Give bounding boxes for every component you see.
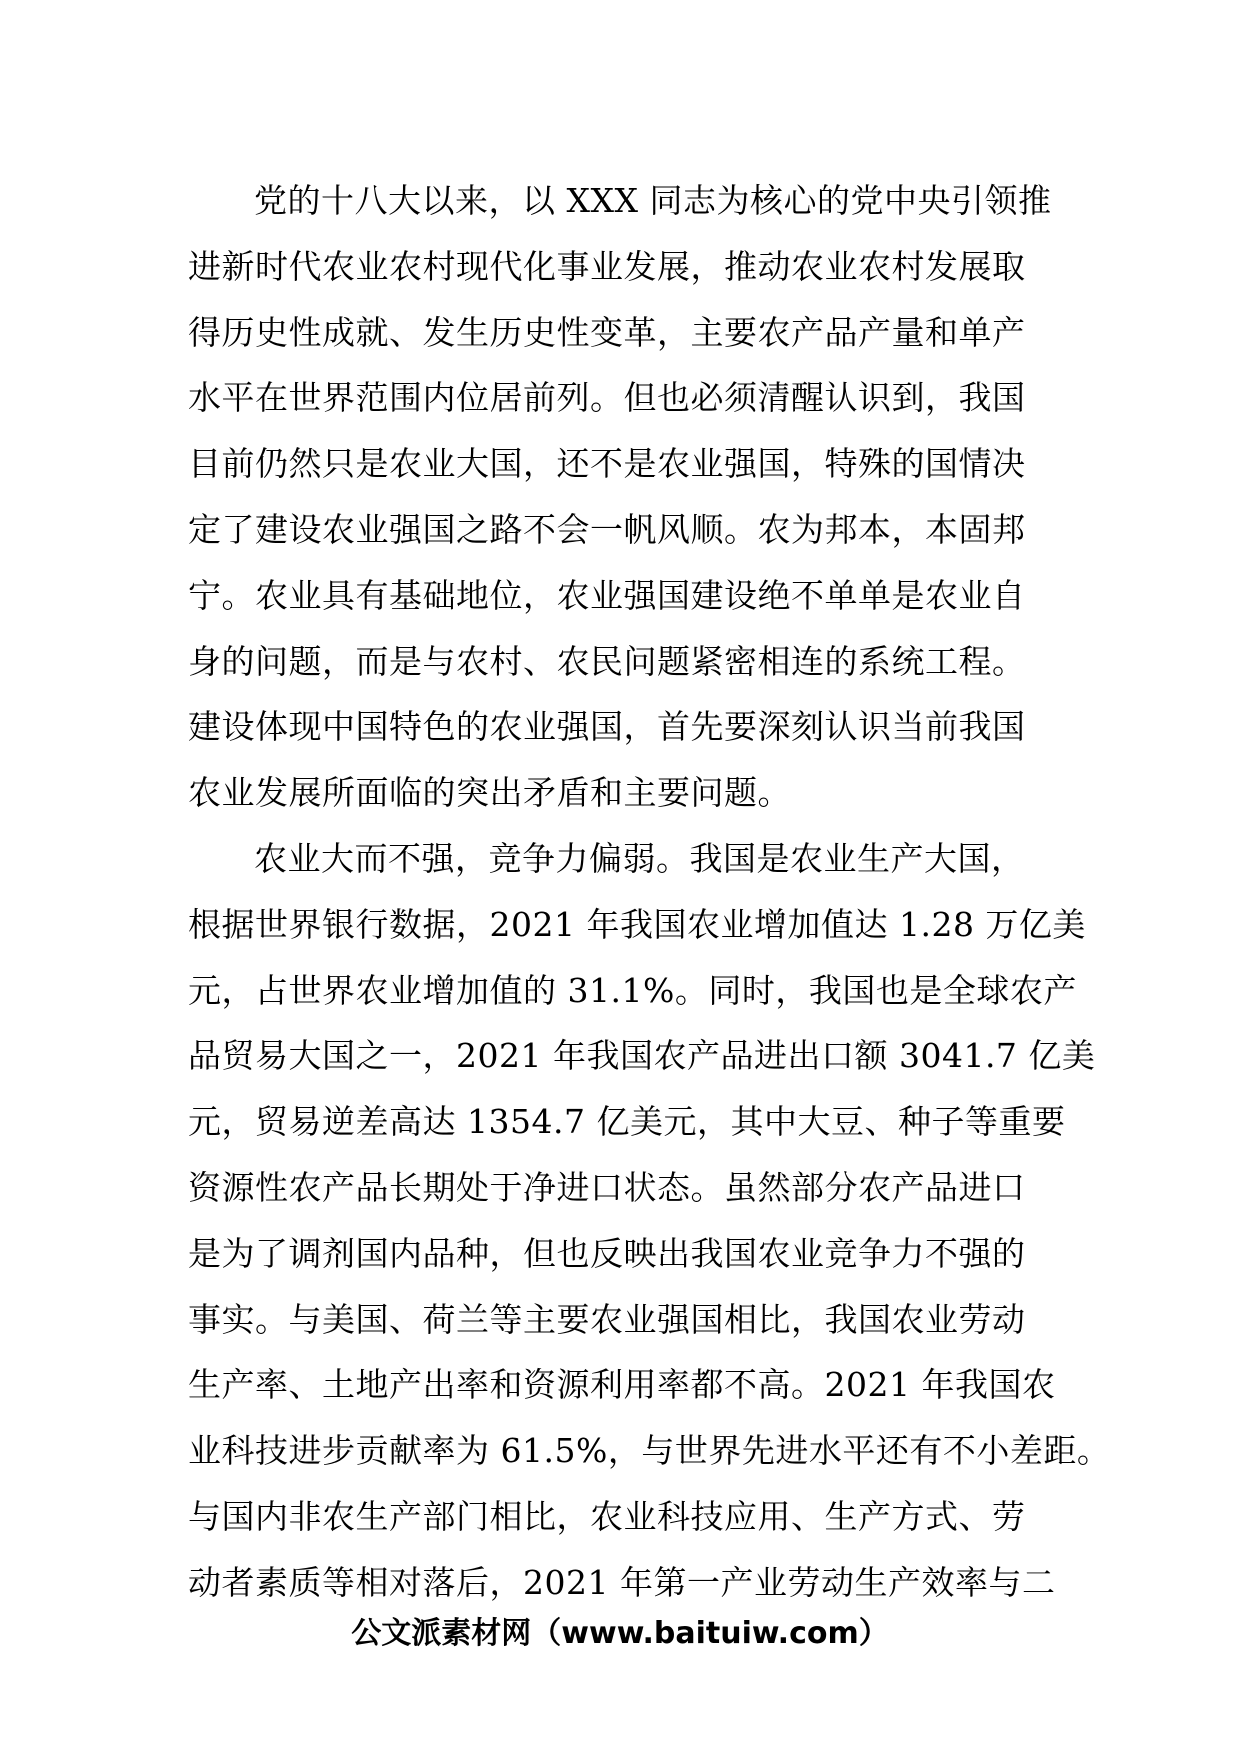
text-line: 资源性农产品长期处于净进口状态。虽然部分农产品进口	[188, 1167, 1026, 1207]
paragraph-1	[188, 168, 1058, 826]
text-line: 进新时代农业农村现代化事业发展，推动农业农村发展取	[188, 246, 1026, 286]
text-line: 农业发展所面临的突出矛盾和主要问题。	[188, 773, 791, 813]
text-line: 元，贸易逆差高达 1354.7 亿美元，其中大豆、种子等重要	[188, 1102, 1066, 1142]
text-line: 品贸易大国之一，2021 年我国农产品进出口额 3041.7 亿美	[188, 1036, 1096, 1076]
paragraph-2	[188, 826, 1111, 1616]
text-line: 水平在世界范围内位居前列。但也必须清醒认识到，我国	[188, 378, 1026, 418]
text-line: 定了建设农业强国之路不会一帆风顺。农为邦本，本固邦	[188, 509, 1026, 549]
text-line: 元，占世界农业增加值的 31.1%。同时，我国也是全球农产	[188, 970, 1077, 1010]
text-line: 党的十八大以来，以 XXX 同志为核心的党中央引领推	[254, 181, 1052, 220]
text-line: 身的问题，而是与农村、农民问题紧密相连的系统工程。	[188, 641, 1026, 681]
text-line: 目前仍然只是农业大国，还不是农业强国，特殊的国情决	[188, 444, 1026, 484]
text-line: 与国内非农生产部门相比，农业科技应用、生产方式、劳	[188, 1496, 1026, 1536]
text-line: 生产率、土地产出率和资源利用率都不高。2021 年我国农	[188, 1365, 1056, 1405]
text-line: 根据世界银行数据，2021 年我国农业增加值达 1.28 万亿美	[188, 904, 1086, 944]
document-body	[188, 168, 1111, 1616]
footer-source: 公文派素材网（www.baituiw.com）	[351, 1616, 889, 1651]
text-line: 宁。农业具有基础地位，农业强国建设绝不单单是农业自	[188, 575, 1026, 615]
text-line: 建设体现中国特色的农业强国，首先要深刻认识当前我国	[188, 707, 1026, 747]
text-line: 动者素质等相对落后，2021 年第一产业劳动生产效率与二	[188, 1562, 1056, 1602]
text-line: 农业大而不强，竞争力偏弱。我国是农业生产大国，	[254, 838, 1025, 878]
text-line: 事实。与美国、荷兰等主要农业强国相比，我国农业劳动	[188, 1299, 1026, 1339]
text-line: 得历史性成就、发生历史性变革，主要农产品产量和单产	[188, 312, 1026, 352]
text-line: 是为了调剂国内品种，但也反映出我国农业竞争力不强的	[188, 1233, 1026, 1273]
text-line: 业科技进步贡献率为 61.5%，与世界先进水平还有不小差距。	[188, 1431, 1111, 1471]
